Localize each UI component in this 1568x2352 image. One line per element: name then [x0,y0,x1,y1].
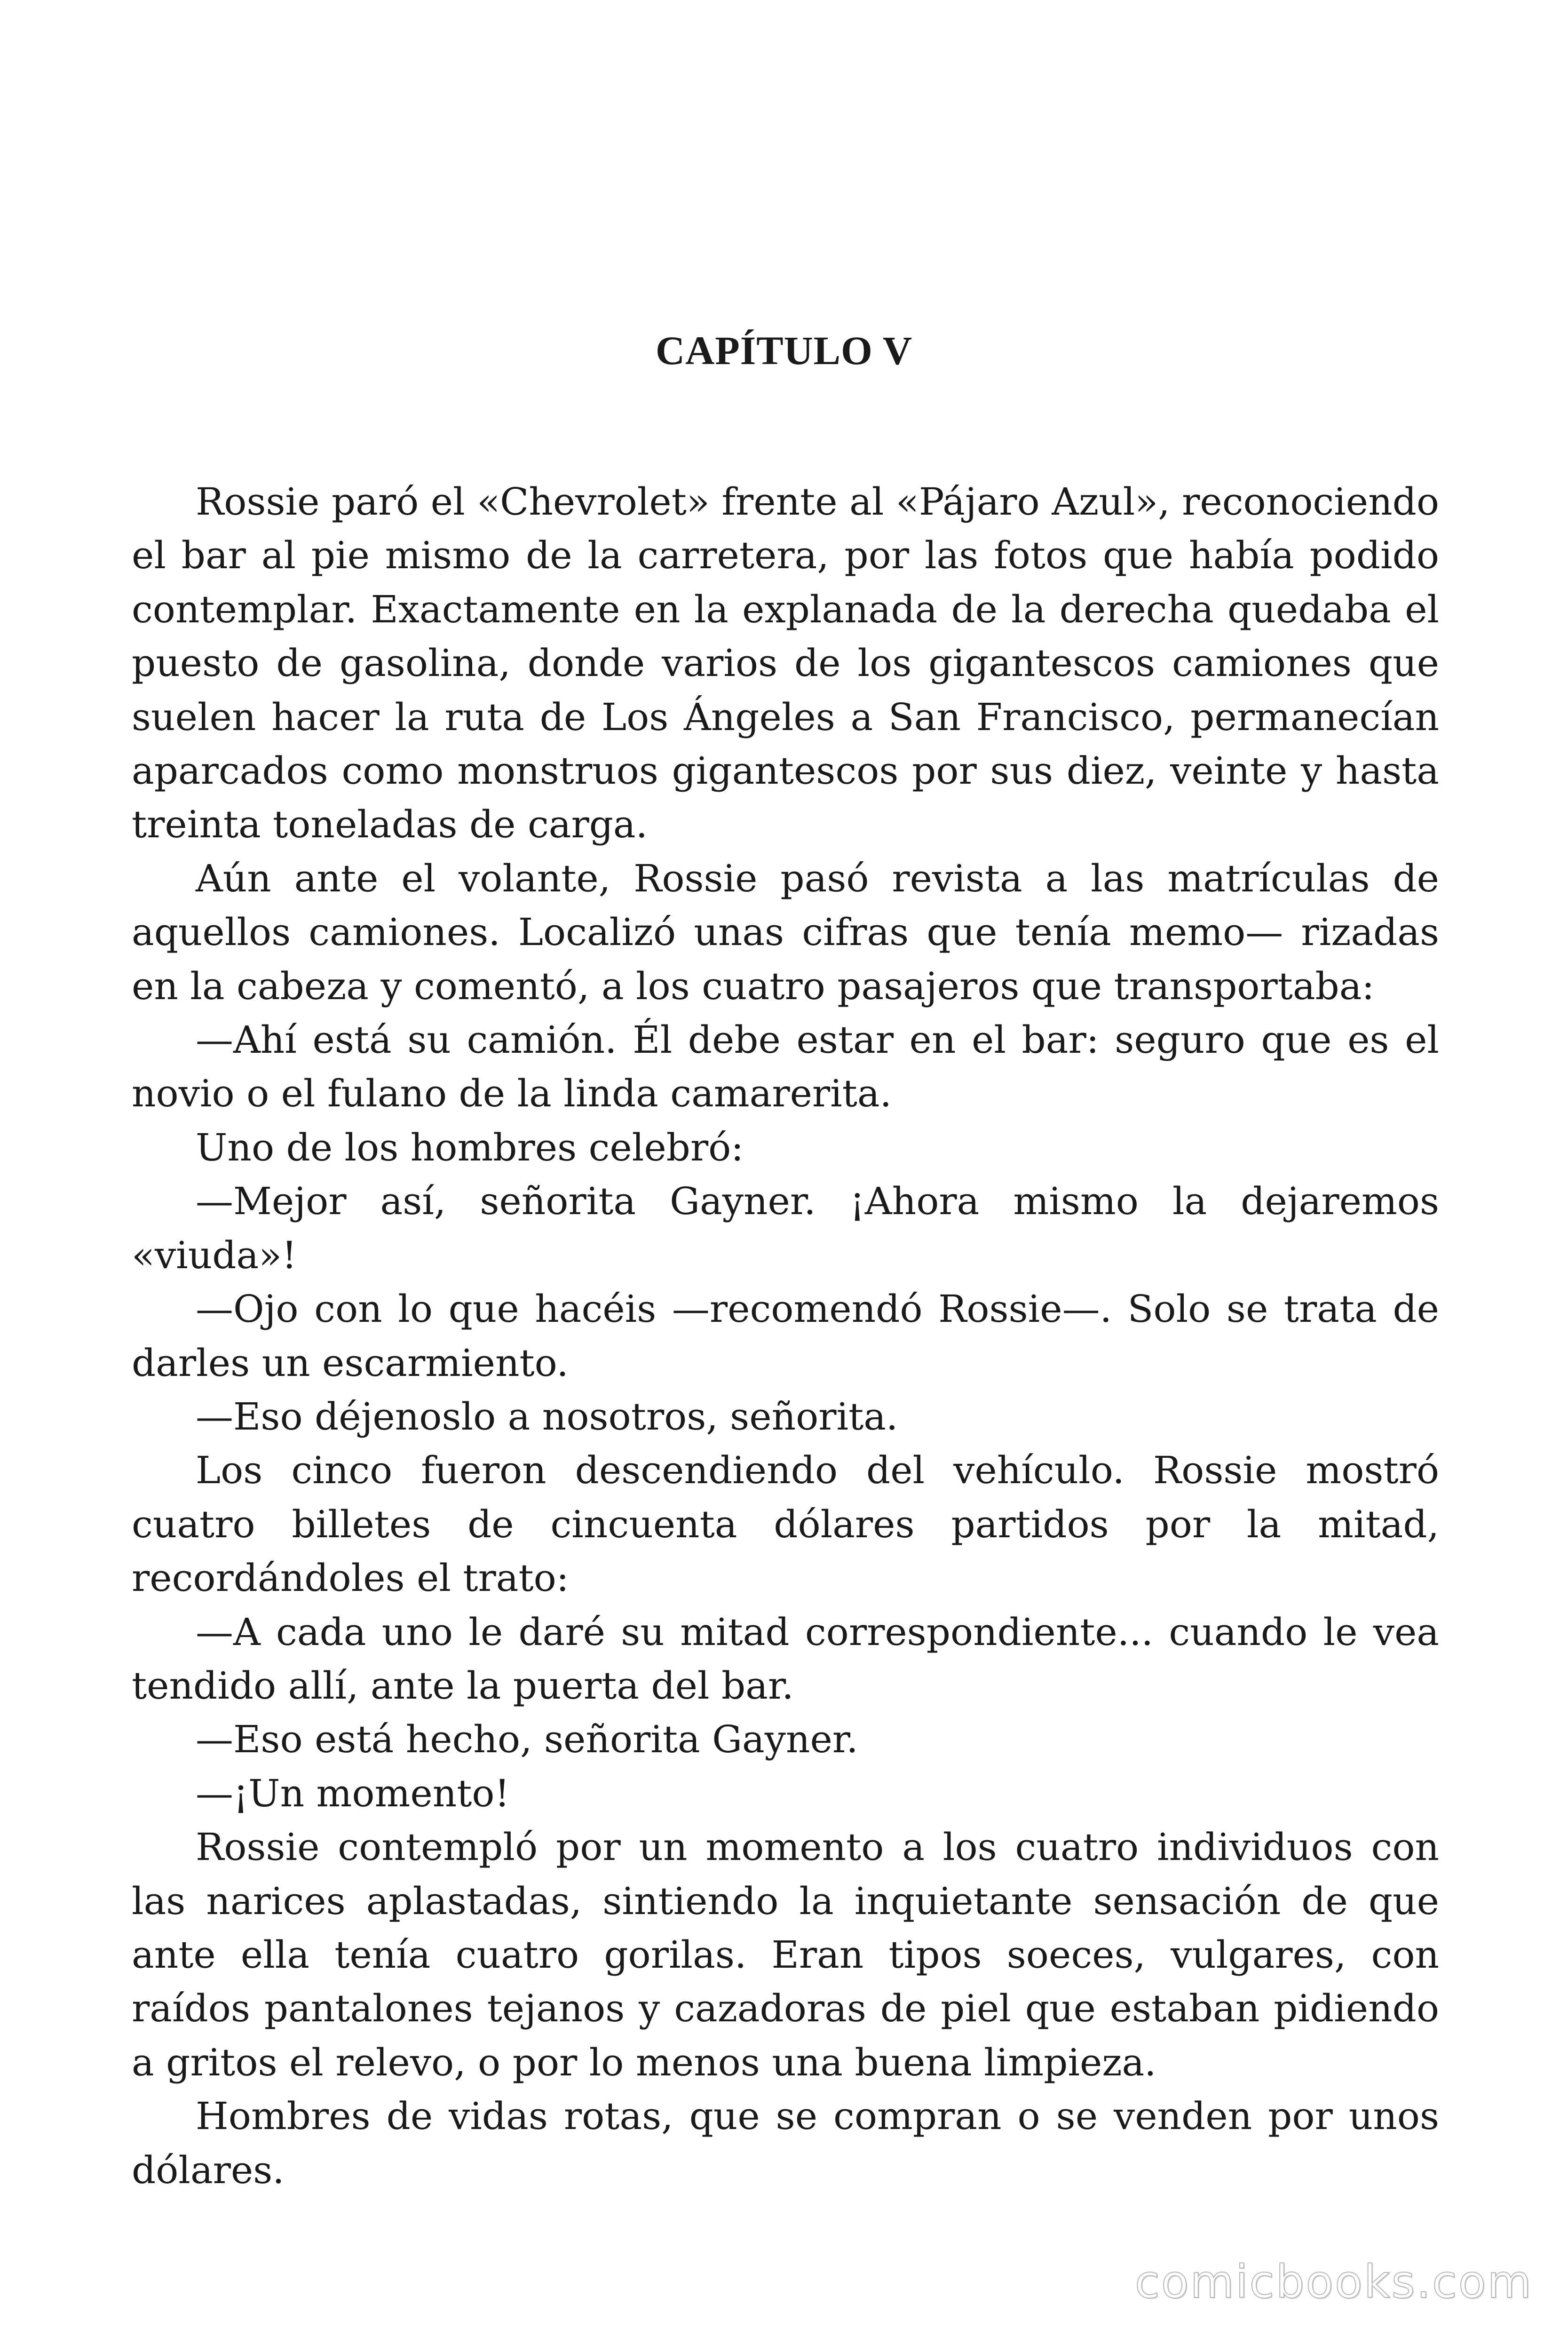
paragraph: —Mejor así, señorita Gayner. ¡Ahora mismo la dejaremos «viuda»! [132,1179,1439,1277]
paragraph: —¡Un momento! [196,1771,510,1815]
paragraph: —Eso está hecho, señorita Gayner. [196,1717,858,1762]
paragraph: Los cinco fueron descendiendo del vehículo. Rossie mostró cuatro billetes de cincuenta dólares partidos por la mitad, recordándoles el trato: [132,1448,1439,1600]
chapter-title: CAPÍTULO V [656,328,912,373]
paragraph: —Eso déjenoslo a nosotros, señorita. [196,1394,898,1438]
paragraph: —Ahí está su camión. Él debe estar en el bar: seguro que es el novio o el fulano de la linda camarerita. [132,1018,1439,1116]
paragraph: —Ojo con lo que hacéis —recomendó Rossie—. Solo se trata de darles un escarmiento. [132,1287,1439,1385]
chapter-body [132,475,1439,2197]
paragraph: Hombres de vidas rotas, que se compran o se venden por unos dólares. [132,2094,1439,2192]
watermark: comicbooks.com [1134,2256,1533,2308]
paragraph: Aún ante el volante, Rossie pasó revista a las matrículas de aquellos camiones. Localizó unas cifras que tenía memo— rizadas en la cabeza y comentó, a los cuatro pasajeros que transportaba: [132,856,1439,1008]
paragraph: Rossie paró el «Chevrolet» frente al «Pájaro Azul», reconociendo el bar al pie mismo de la carretera, por las fotos que había podido contemplar. Exactamente en la explanada de la derecha quedaba el puesto de gasolina, donde varios de los gigantescos camiones que suelen hacer la ruta de Los Ángeles a San Francisco, permanecían aparcados como monstruos gigantescos por sus diez, veinte y hasta treinta toneladas de carga. [132,480,1439,847]
paragraph: Rossie contempló por un momento a los cuatro individuos con las narices aplastadas, sintiendo la inquietante sensación de que ante ella tenía cuatro gorilas. Eran tipos soeces, vulgares, con raídos pantalones tejanos y cazadoras de piel que estaban pidiendo a gritos el relevo, o por lo menos una buena limpieza. [132,1825,1439,2084]
paragraph: —A cada uno le daré su mitad correspondiente... cuando le vea tendido allí, ante la puerta del bar. [132,1610,1439,1708]
paragraph: Uno de los hombres celebró: [196,1125,744,1169]
